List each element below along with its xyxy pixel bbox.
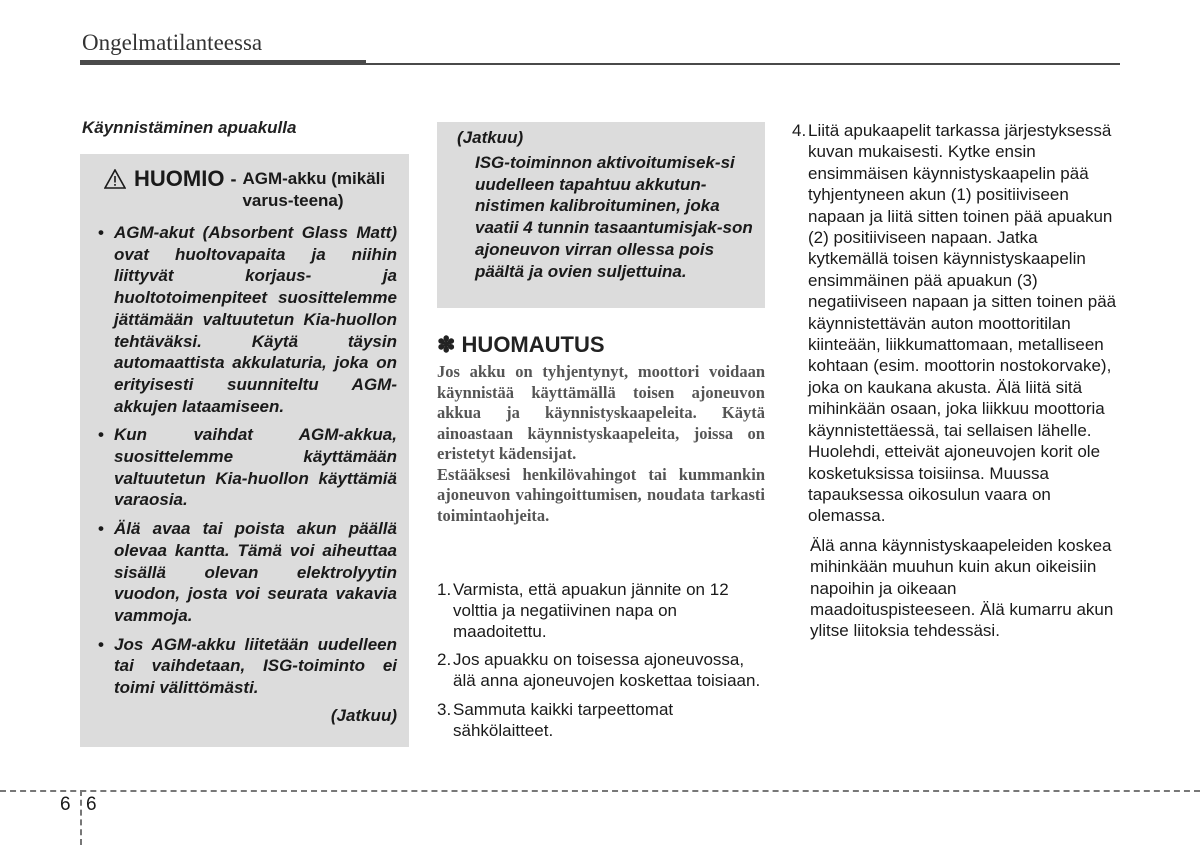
warning-triangle-icon: [104, 169, 126, 189]
step-number: 4.: [792, 121, 807, 140]
continuation-heading: (Jatkuu): [457, 128, 524, 147]
step-text: Varmista, että apuakun jännite on 12 volttia ja negatiivinen napa on maadoitettu.: [453, 580, 729, 641]
note-paragraph: Jos akku on tyhjentynyt, moottori voidaan käynnistää käyttämällä toisen ajoneuvon akkua ja käynnistyskaapeleita. Käytä ainoastaan käynnistyskaapeleita, joissa on eristetyt kädensijat.: [437, 362, 765, 463]
note-heading: ✽ HUOMAUTUS: [437, 332, 605, 357]
right-column: [792, 120, 1122, 642]
step-text: Liitä apukaapelit tarkassa järjestyksessä kuvan mukaisesti. Kytke ensin ensimmäisen käynnistyskaapelin pää tyhjentyneen akun (1) positiiviseen napaan ja liitä sitten toinen pää apuakun (2) positiiviseen napaan. Jatka kytkemällä toisen käynnistyskaapelin ensimmäinen pää apuakun (3) negatiiviseen napaan ja sitten toinen pää käynnistettävän auton moottoritilan kiinteään, liikkumattomaan, metalliseen kohtaan (esim. moottorin nostokorvake), joka on kaukana akusta. Älä liitä sitä mihinkään osaan, joka liikkuu moottoria käynnistettäessä, tai sellaisen lähelle. Huolehdi, etteivät ajoneuvojen korit ole kosketuksissa toisiinsa. Muussa tapauksessa oikosulun vaara on olemassa.: [808, 121, 1117, 526]
step-number: 2.: [437, 650, 452, 670]
step-item: [437, 650, 767, 692]
caution-continued: (Jatkuu): [330, 705, 397, 725]
caution-list: [94, 222, 397, 699]
header-rule-thin: [366, 63, 1120, 65]
header-rule-thick: [80, 60, 366, 65]
section-heading: Käynnistäminen apuakulla: [82, 118, 297, 137]
page-number: 6: [86, 794, 97, 815]
footer-divider: [0, 790, 1200, 792]
note-paragraph: Estääksesi henkilövahingot tai kummankin ajoneuvon vahingoittumisen, noudata tarkasti toimintaohjeita.: [437, 464, 765, 525]
step-text: Jos apuakku on toisessa ajoneuvossa, älä anna ajoneuvojen koskettaa toisiaan.: [453, 650, 761, 691]
caution-bullet: • Jos AGM-akku liitetään uudelleen tai vaihdetaan, ISG-toiminto ei toimi välittömästi.: [98, 634, 397, 698]
caution-bullet: • AGM-akut (Absorbent Glass Matt) ovat huoltovapaita ja niihin liittyvät korjaus- ja huoltotoimenpiteet suosittelemme jättämään valtuutetun Kia-huollon tehtäväksi. Käytä täysin automaattista akkulaturia, joka on erityisesti suunniteltu AGM-akkujen lataamiseen.: [98, 223, 397, 416]
caution-subtitle: AGM-akku (mikäli varus-teena): [242, 169, 386, 210]
caution-word: HUOMIO: [134, 166, 225, 191]
step-4-extra: Älä anna käynnistyskaapeleiden koskea mihinkään muuhun kuin akun oikeisiin napoihin ja oikeaan maadoituspisteeseen. Älä kumarru akun ylitse liitoksia tehdessäsi.: [810, 535, 1114, 641]
step-text: Sammuta kaikki tarpeettomat sähkölaitteet.: [453, 699, 674, 740]
caution-bullet: • Kun vaihdat AGM-akkua, suosittelemme käyttämään valtuutetun Kia-huollon käyttämiä varaosia.: [98, 425, 397, 510]
footer-vertical-divider: [80, 790, 82, 845]
step-item: [437, 700, 767, 742]
continuation-text: ISG-toiminnon aktivoitumisek-si uudelleen tapahtuu akkutun-nistimen kalibroituminen, joka vaatii 4 tunnin tasaantumisjak-son ajoneuvon virran ollessa pois päältä ja ovien suljettuina.: [475, 153, 753, 281]
steps-list: [437, 580, 767, 750]
step-item: [792, 120, 1122, 527]
continuation-box: [437, 122, 765, 308]
note-body: [437, 362, 765, 526]
chapter-number: 6: [60, 794, 71, 815]
step-item: [437, 580, 767, 642]
step-number: 1.: [437, 580, 452, 599]
page-header-title: Ongelmatilanteessa: [82, 30, 263, 55]
caution-dash: -: [230, 169, 237, 189]
caution-bullet: • Älä avaa tai poista akun päällä olevaa kantta. Tämä voi aiheuttaa sisällä olevan elektrolyytin vuodon, josta voi seurata vakavia vammoja.: [98, 519, 397, 625]
step-number: 3.: [437, 699, 452, 719]
caution-box: [80, 154, 409, 747]
caution-title-row: [104, 166, 397, 212]
